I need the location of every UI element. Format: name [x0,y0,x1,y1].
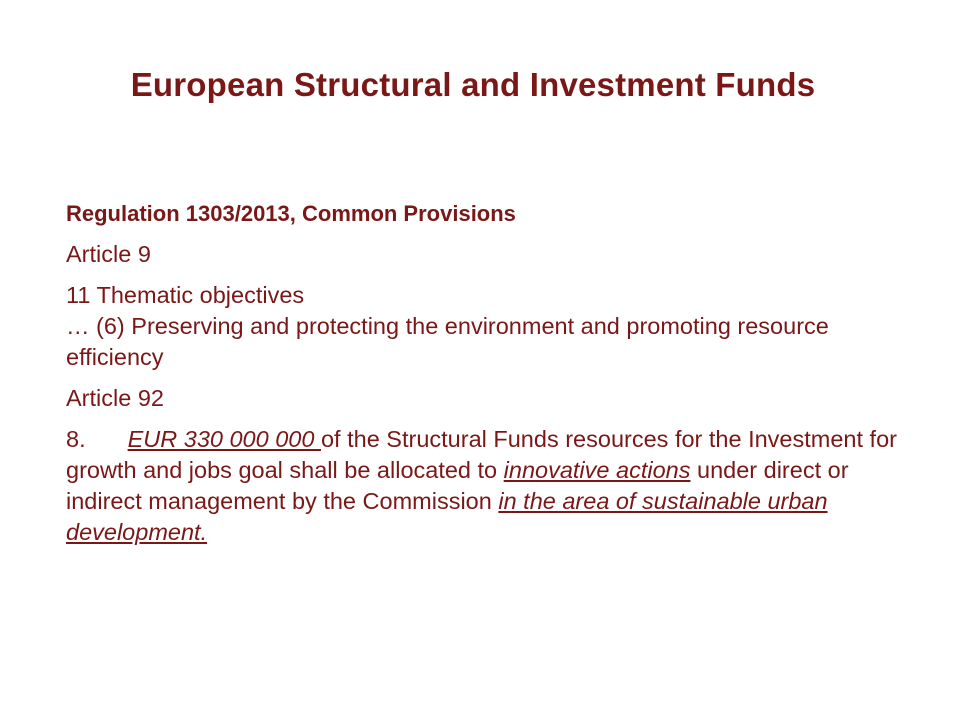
article-92-heading: Article 92 [66,385,164,411]
amount-text: EUR 330 000 000 [127,426,321,452]
article-92-text-1: of the Structural Funds resources for the Investment for growth and jobs goal shall be allocated to [66,426,897,483]
slide-title: European Structural and Investment Funds [130,66,816,103]
article-92-text-2: under direct or indirect management by the Commission [66,457,849,514]
paragraph-number: 8. [66,426,86,452]
article-92-content [66,424,906,548]
article-9-heading: Article 9 [66,241,151,267]
article-9-content [66,280,906,373]
thematic-objectives-line: 11 Thematic objectives [66,282,305,308]
innovative-actions-text: innovative actions [503,457,691,483]
objective-6-line: … (6) Preserving and protecting the environment and promoting resource efficiency [66,313,829,370]
regulation-heading: Regulation 1303/2013, Common Provisions [66,201,516,226]
slide-body [66,198,906,558]
urban-development-text: in the area of sustainable urban development. [66,488,828,545]
